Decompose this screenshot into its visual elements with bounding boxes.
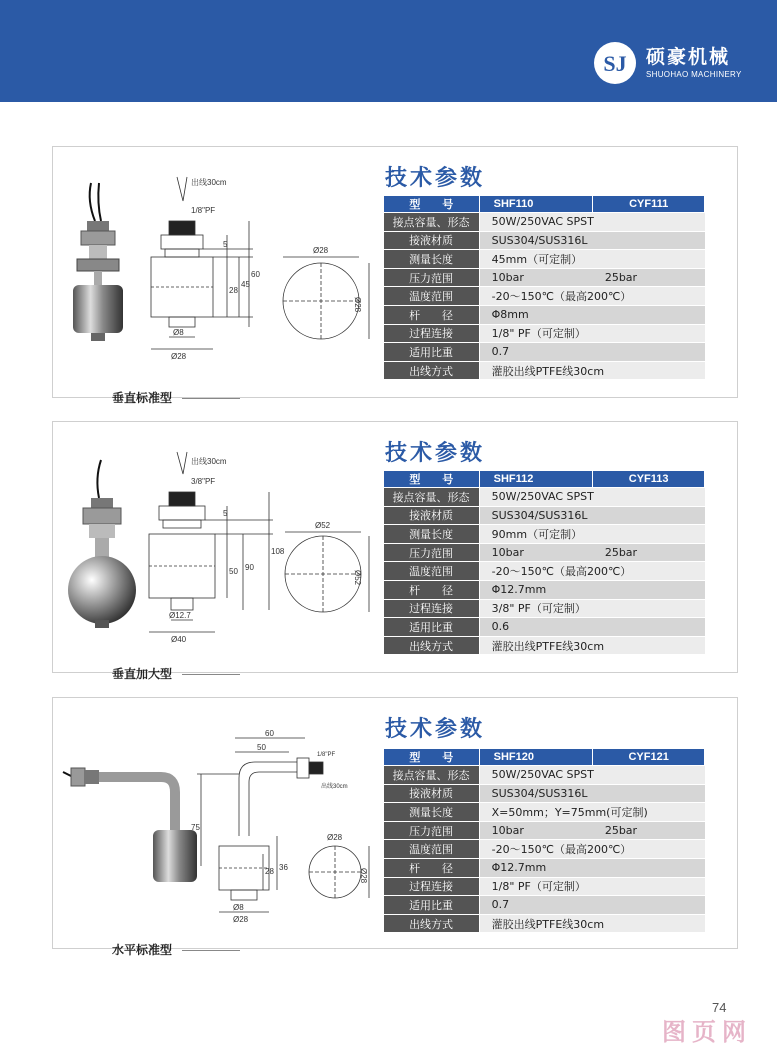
row-value-cell: 45mm（可定制） — [479, 250, 704, 269]
dim-rod-dia: Ø12.7 — [169, 611, 191, 620]
product-caption: 垂直标准型 — [112, 391, 173, 405]
product-caption: 水平标准型 — [112, 943, 173, 957]
table-row — [384, 618, 705, 637]
row-label-cell: 接点容量、形态 — [384, 213, 480, 232]
brand-logo-glyph: SJ — [603, 51, 627, 76]
row-value-cell: -20～150℃（最高200℃） — [479, 287, 704, 306]
row-value-cell: 25bar — [593, 543, 705, 562]
dim-lead-label: 出线30cm — [321, 784, 348, 790]
dimension-drawing — [143, 450, 375, 650]
dim-5: 5 — [223, 509, 228, 518]
product-panel-vertical-standard — [52, 146, 738, 398]
header-cell-model-1: SHF112 — [479, 471, 593, 488]
table-row — [384, 766, 705, 785]
header-cell-label: 型 号 — [384, 471, 480, 488]
row-value-cell: 1/8" PF（可定制） — [479, 324, 704, 343]
table-row — [384, 543, 705, 562]
row-value-cell: 灌胶出线PTFE线30cm — [479, 636, 704, 655]
product-photo — [61, 458, 145, 630]
row-label-cell: 测量长度 — [384, 803, 480, 822]
spec-table — [383, 748, 705, 933]
section-title: 技术参数 — [385, 717, 486, 742]
table-row — [384, 784, 705, 803]
table-row — [384, 213, 705, 232]
row-label-cell: 杆 径 — [384, 305, 480, 324]
header-cell-label: 型 号 — [384, 196, 480, 213]
row-value-cell: 灌胶出线PTFE线30cm — [479, 361, 704, 380]
row-label-cell: 杆 径 — [384, 580, 480, 599]
table-row — [384, 858, 705, 877]
product-photo — [61, 760, 197, 900]
dim-lead-label: 出线30cm — [191, 178, 227, 187]
dim-thread-label: 1/8"PF — [317, 752, 336, 758]
table-row — [384, 840, 705, 859]
header-cell-model-2: CYF111 — [593, 196, 705, 213]
row-value-cell: 10bar — [479, 268, 593, 287]
product-caption: 垂直加大型 — [112, 667, 173, 681]
table-header-row — [384, 749, 705, 766]
row-value-cell: 50W/250VAC SPST — [479, 488, 704, 507]
table-row — [384, 562, 705, 581]
table-row — [384, 250, 705, 269]
dim-36: 36 — [279, 863, 288, 872]
row-label-cell: 接点容量、形态 — [384, 488, 480, 507]
header-cell-model-1: SHF110 — [479, 196, 593, 213]
table-row — [384, 361, 705, 380]
product-panel-horizontal-standard — [52, 697, 738, 949]
brand-logo-icon — [594, 42, 636, 84]
table-row — [384, 324, 705, 343]
table-row — [384, 525, 705, 544]
table-header-row — [384, 471, 705, 488]
product-photo — [63, 181, 143, 353]
dimension-drawing — [193, 726, 373, 926]
row-value-cell: 25bar — [593, 268, 705, 287]
table-row — [384, 803, 705, 822]
dim-28: 28 — [265, 867, 274, 876]
row-label-cell: 压力范围 — [384, 821, 480, 840]
row-label-cell: 过程连接 — [384, 324, 480, 343]
dim-60: 60 — [265, 729, 274, 738]
spec-table — [383, 195, 705, 380]
dim-end-dia-v: Ø28 — [353, 297, 362, 313]
row-label-cell: 出线方式 — [384, 914, 480, 933]
row-label-cell: 压力范围 — [384, 268, 480, 287]
page-number: 74 — [712, 1000, 727, 1015]
dim-thread-label: 3/8"PF — [191, 477, 216, 486]
brand-name-en: SHUOHAO MACHINERY — [646, 70, 742, 79]
table-row — [384, 636, 705, 655]
table-row — [384, 506, 705, 525]
table-row — [384, 821, 705, 840]
row-label-cell: 适用比重 — [384, 618, 480, 637]
row-label-cell: 出线方式 — [384, 361, 480, 380]
table-row — [384, 580, 705, 599]
row-label-cell: 出线方式 — [384, 636, 480, 655]
header-cell-label: 型 号 — [384, 749, 480, 766]
row-value-cell: -20～150℃（最高200℃） — [479, 840, 704, 859]
row-label-cell: 适用比重 — [384, 896, 480, 915]
dim-float-dia: Ø40 — [171, 635, 187, 644]
dim-75: 75 — [191, 823, 200, 832]
caption-divider — [182, 398, 240, 399]
row-value-cell: Φ8mm — [479, 305, 704, 324]
row-label-cell: 过程连接 — [384, 599, 480, 618]
dim-50: 50 — [229, 567, 238, 576]
row-value-cell: 0.6 — [479, 618, 704, 637]
row-value-cell: 90mm（可定制） — [479, 525, 704, 544]
dim-float-dia: Ø28 — [233, 915, 249, 924]
row-label-cell: 测量长度 — [384, 250, 480, 269]
row-label-cell: 温度范围 — [384, 840, 480, 859]
table-row — [384, 914, 705, 933]
header-cell-model-1: SHF120 — [479, 749, 593, 766]
row-label-cell: 接液材质 — [384, 231, 480, 250]
table-row — [384, 896, 705, 915]
dim-end-dia: Ø28 — [313, 246, 329, 255]
table-row — [384, 305, 705, 324]
row-value-cell: SUS304/SUS316L — [479, 784, 704, 803]
row-value-cell: Φ12.7mm — [479, 580, 704, 599]
row-value-cell: 10bar — [479, 543, 593, 562]
row-value-cell: SUS304/SUS316L — [479, 231, 704, 250]
row-label-cell: 接点容量、形态 — [384, 766, 480, 785]
dim-60: 60 — [251, 270, 260, 279]
dim-float-dia: Ø28 — [171, 352, 187, 361]
brand-name-cn: 硕豪机械 — [646, 46, 731, 68]
table-row — [384, 343, 705, 362]
dim-rod-dia: Ø8 — [173, 328, 184, 337]
brand-name — [646, 46, 742, 79]
row-value-cell: 3/8" PF（可定制） — [479, 599, 704, 618]
row-value-cell: 灌胶出线PTFE线30cm — [479, 914, 704, 933]
row-value-cell: 50W/250VAC SPST — [479, 766, 704, 785]
header-cell-model-2: CYF113 — [593, 471, 705, 488]
page-header — [0, 0, 777, 102]
section-title: 技术参数 — [385, 441, 486, 466]
row-value-cell: 1/8" PF（可定制） — [479, 877, 704, 896]
dim-108: 108 — [271, 547, 285, 556]
row-value-cell: 25bar — [593, 821, 705, 840]
dim-45: 45 — [241, 280, 250, 289]
dimension-drawing — [143, 175, 375, 375]
caption-divider — [182, 950, 240, 951]
dim-50: 50 — [257, 743, 266, 752]
row-label-cell: 测量长度 — [384, 525, 480, 544]
table-row — [384, 488, 705, 507]
section-title: 技术参数 — [385, 166, 486, 191]
row-value-cell: Φ12.7mm — [479, 858, 704, 877]
row-value-cell: 0.7 — [479, 896, 704, 915]
dim-5: 5 — [223, 240, 228, 249]
row-value-cell: 50W/250VAC SPST — [479, 213, 704, 232]
header-cell-model-2: CYF121 — [593, 749, 705, 766]
dim-end-dia: Ø52 — [315, 521, 331, 530]
dim-end-dia: Ø28 — [327, 833, 343, 842]
dim-90: 90 — [245, 563, 254, 572]
table-row — [384, 231, 705, 250]
dim-end-dia-v: Ø52 — [353, 570, 362, 586]
row-label-cell: 适用比重 — [384, 343, 480, 362]
row-label-cell: 接液材质 — [384, 784, 480, 803]
row-value-cell: X=50mm；Y=75mm(可定制) — [479, 803, 704, 822]
dim-thread-label: 1/8"PF — [191, 206, 216, 215]
row-label-cell: 温度范围 — [384, 287, 480, 306]
table-row — [384, 599, 705, 618]
table-row — [384, 877, 705, 896]
product-panel-vertical-large — [52, 421, 738, 673]
row-label-cell: 接液材质 — [384, 506, 480, 525]
row-label-cell: 温度范围 — [384, 562, 480, 581]
caption-divider — [182, 674, 240, 675]
watermark: 图页网 — [662, 1018, 752, 1046]
dim-end-dia-v: Ø28 — [359, 868, 368, 884]
dim-lead-label: 出线30cm — [191, 457, 227, 466]
spec-table — [383, 470, 705, 655]
table-row — [384, 268, 705, 287]
table-header-row — [384, 196, 705, 213]
table-row — [384, 287, 705, 306]
dim-rod-dia: Ø8 — [233, 903, 244, 912]
row-value-cell: 10bar — [479, 821, 593, 840]
dim-28: 28 — [229, 286, 238, 295]
row-value-cell: 0.7 — [479, 343, 704, 362]
row-label-cell: 杆 径 — [384, 858, 480, 877]
row-label-cell: 压力范围 — [384, 543, 480, 562]
row-value-cell: -20～150℃（最高200℃） — [479, 562, 704, 581]
row-value-cell: SUS304/SUS316L — [479, 506, 704, 525]
row-label-cell: 过程连接 — [384, 877, 480, 896]
